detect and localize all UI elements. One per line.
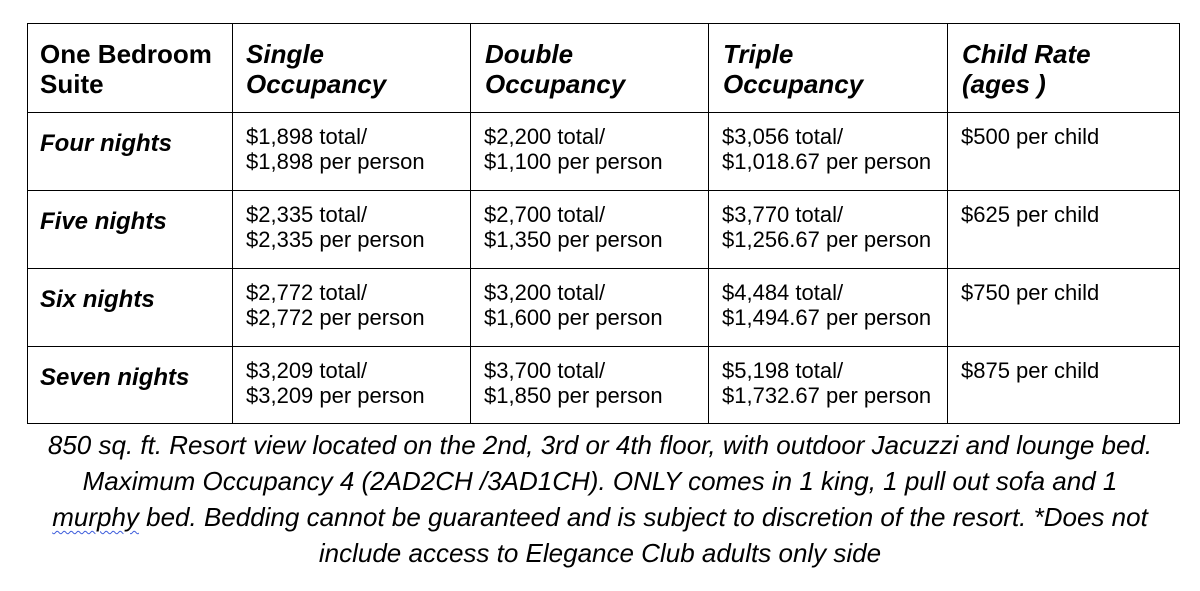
triple-per-person: $1,256.67 per person bbox=[722, 227, 932, 252]
single-rate-cell bbox=[233, 113, 471, 191]
double-total: $2,200 total/ bbox=[484, 124, 606, 149]
double-per-person: $1,600 per person bbox=[484, 305, 663, 330]
single-total: $2,772 total/ bbox=[246, 280, 368, 305]
col-header-triple-line1: Triple bbox=[723, 39, 794, 69]
triple-total: $4,484 total/ bbox=[722, 280, 844, 305]
triple-rate-cell bbox=[709, 113, 948, 191]
child-rate-cell bbox=[948, 347, 1180, 424]
triple-per-person: $1,732.67 per person bbox=[722, 383, 932, 408]
row-label-cell bbox=[28, 191, 233, 269]
double-total: $3,700 total/ bbox=[484, 358, 606, 383]
table-row bbox=[28, 269, 1180, 347]
single-total: $1,898 total/ bbox=[246, 124, 368, 149]
col-header-child-line2: (ages ) bbox=[962, 69, 1046, 99]
double-per-person: $1,100 per person bbox=[484, 149, 663, 174]
triple-total: $5,198 total/ bbox=[722, 358, 844, 383]
triple-per-person: $1,494.67 per person bbox=[722, 305, 932, 330]
triple-rate-cell bbox=[709, 191, 948, 269]
double-rate-cell bbox=[471, 269, 709, 347]
table-row bbox=[28, 113, 1180, 191]
double-per-person: $1,850 per person bbox=[484, 383, 663, 408]
row-label: Seven nights bbox=[40, 364, 190, 391]
col-header-single bbox=[233, 24, 471, 113]
triple-rate-cell bbox=[709, 269, 948, 347]
single-rate-cell bbox=[233, 191, 471, 269]
child-rate: $875 per child bbox=[961, 358, 1100, 383]
single-per-person: $1,898 per person bbox=[246, 149, 425, 174]
child-rate-cell bbox=[948, 191, 1180, 269]
triple-total: $3,056 total/ bbox=[722, 124, 844, 149]
row-label: Six nights bbox=[40, 286, 155, 313]
col-header-single-line1: Single bbox=[246, 39, 325, 69]
spellcheck-flagged-word[interactable]: murphy bbox=[52, 502, 139, 532]
col-header-single-line2: Occupancy bbox=[246, 69, 387, 99]
header-row bbox=[28, 24, 1180, 113]
triple-rate-cell bbox=[709, 347, 948, 424]
double-total: $3,200 total/ bbox=[484, 280, 606, 305]
child-rate: $625 per child bbox=[961, 202, 1100, 227]
col-header-triple bbox=[709, 24, 948, 113]
double-total: $2,700 total/ bbox=[484, 202, 606, 227]
row-label-cell bbox=[28, 269, 233, 347]
child-rate-cell bbox=[948, 269, 1180, 347]
col-header-triple-line2: Occupancy bbox=[723, 69, 864, 99]
table-row bbox=[28, 347, 1180, 424]
single-per-person: $3,209 per person bbox=[246, 383, 425, 408]
child-rate: $750 per child bbox=[961, 280, 1100, 305]
single-rate-cell bbox=[233, 269, 471, 347]
triple-per-person: $1,018.67 per person bbox=[722, 149, 932, 174]
description-line-4: include access to Elegance Club adults only side bbox=[318, 538, 882, 568]
row-label: Five nights bbox=[40, 208, 167, 235]
single-per-person: $2,772 per person bbox=[246, 305, 425, 330]
description-line-2: Maximum Occupancy 4 (2AD2CH /3AD1CH). ONLY comes in 1 king, 1 pull out sofa and 1 bbox=[82, 466, 1118, 496]
corner-header-line2: Suite bbox=[40, 69, 104, 99]
col-header-double-line1: Double bbox=[485, 39, 574, 69]
row-label-cell bbox=[28, 347, 233, 424]
col-header-child bbox=[948, 24, 1180, 113]
row-label: Four nights bbox=[40, 130, 172, 157]
single-rate-cell bbox=[233, 347, 471, 424]
col-header-child-line1: Child Rate bbox=[962, 39, 1091, 69]
double-rate-cell bbox=[471, 191, 709, 269]
double-per-person: $1,350 per person bbox=[484, 227, 663, 252]
description-line-3-rest: bed. Bedding cannot be guaranteed and is subject to discretion of the resort. *Does not bbox=[138, 502, 1148, 532]
description-line-1: 850 sq. ft. Resort view located on the 2nd, 3rd or 4th floor, with outdoor Jacuzzi and lounge bed. bbox=[47, 430, 1153, 460]
corner-header bbox=[28, 24, 233, 113]
child-rate-cell bbox=[948, 113, 1180, 191]
single-total: $2,335 total/ bbox=[246, 202, 368, 227]
rate-table bbox=[27, 23, 1180, 424]
suite-description bbox=[10, 427, 1190, 571]
col-header-double-line2: Occupancy bbox=[485, 69, 626, 99]
single-per-person: $2,335 per person bbox=[246, 227, 425, 252]
col-header-double bbox=[471, 24, 709, 113]
double-rate-cell bbox=[471, 113, 709, 191]
single-total: $3,209 total/ bbox=[246, 358, 368, 383]
row-label-cell bbox=[28, 113, 233, 191]
double-rate-cell bbox=[471, 347, 709, 424]
table-row bbox=[28, 191, 1180, 269]
description-line-3 bbox=[10, 499, 1190, 535]
corner-header-line1: One Bedroom bbox=[40, 39, 212, 69]
triple-total: $3,770 total/ bbox=[722, 202, 844, 227]
child-rate: $500 per child bbox=[961, 124, 1100, 149]
